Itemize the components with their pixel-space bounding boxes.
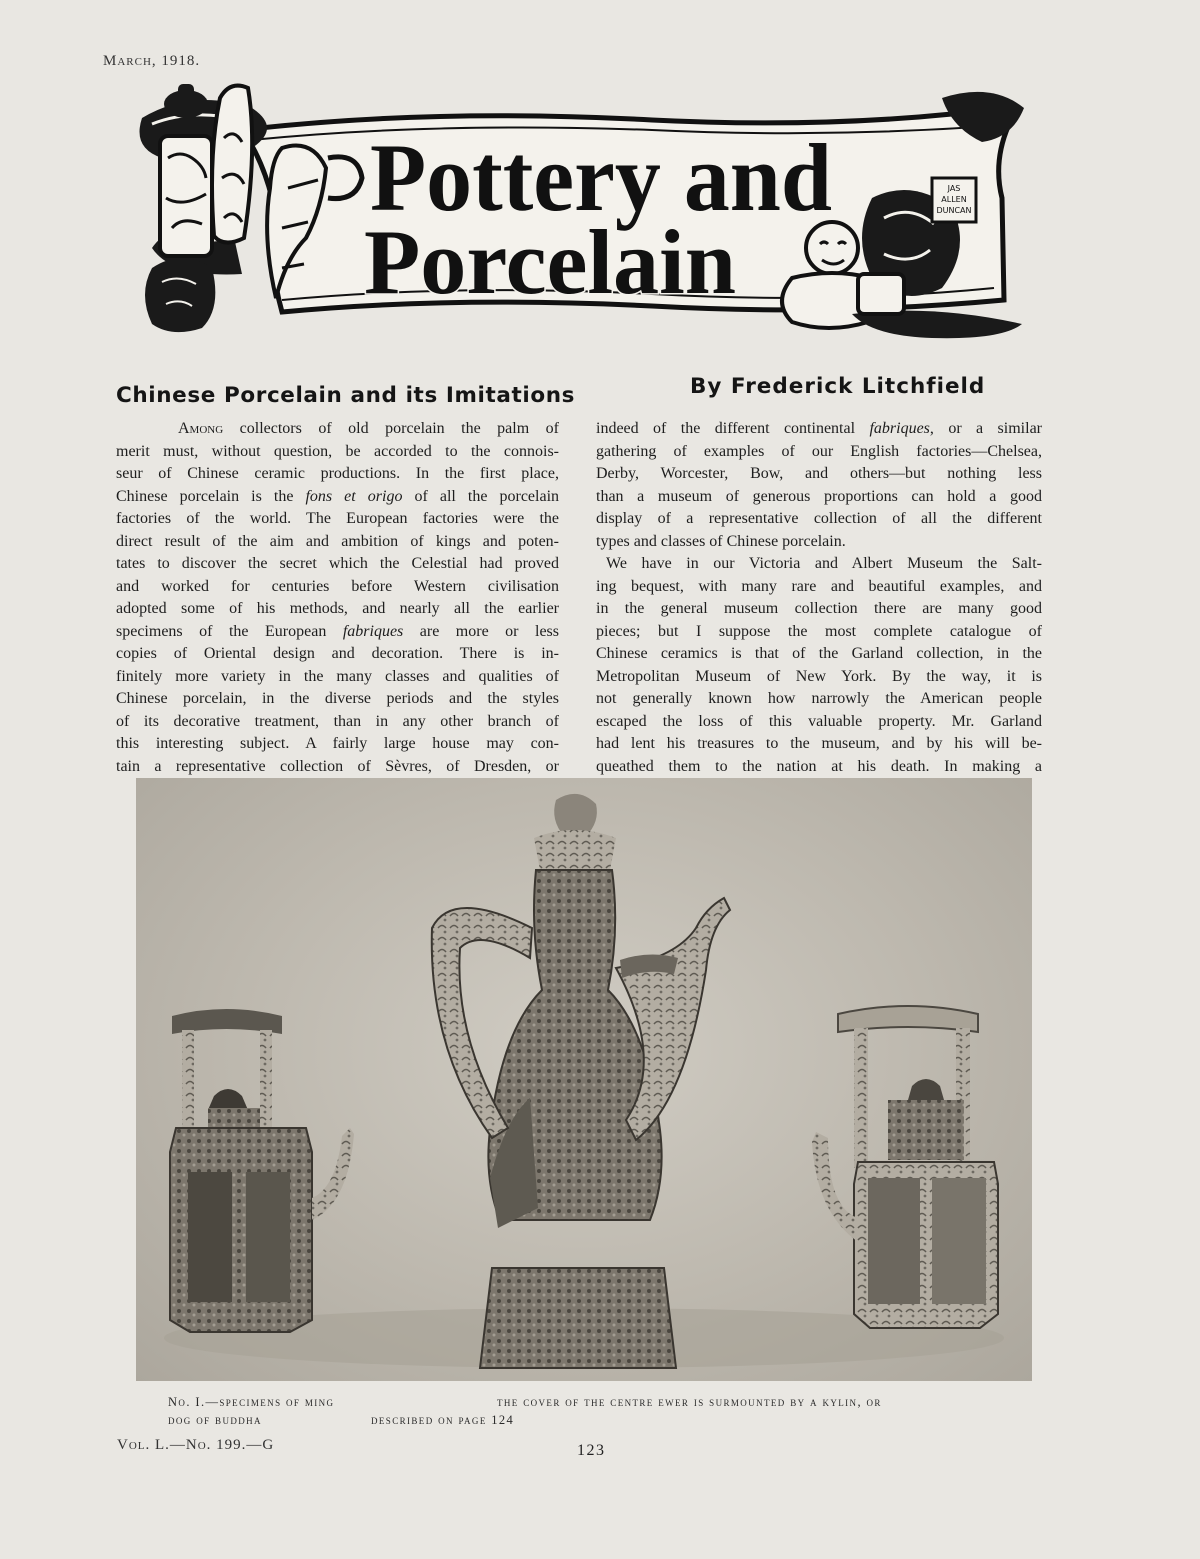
figure-caption-description: the cover of the centre ewer is surmounted by a kylin, or xyxy=(497,1395,882,1409)
masthead-banner xyxy=(132,78,1032,340)
paragraph-line: direct result of the aim and ambition of kings and poten- xyxy=(116,532,559,550)
paragraph-line: pieces; but I suppose the most complete catalogue of xyxy=(596,622,1042,640)
paragraph-line: had lent his treasures to the museum, and by his will be- xyxy=(596,735,1042,752)
paragraph-line: gathering of examples of our English factories—Chelsea, xyxy=(596,442,1042,460)
body-column-right xyxy=(596,418,1042,778)
paragraph-line: merit must, without question, be accorded to the connois- xyxy=(116,442,559,460)
paragraph-line: display of a representative collection of all the different xyxy=(596,510,1042,527)
figure-caption-reference: described on page 124 xyxy=(371,1413,515,1427)
paragraph-line: Derby, Worcester, Bow, and others—but nothing less xyxy=(596,465,1042,482)
figure-caption-number: No. I.—specimens of ming xyxy=(168,1395,335,1409)
left-teapot-image xyxy=(170,1009,354,1332)
paragraph-line: Chinese ceramics is that of the Garland collection, in the xyxy=(596,645,1042,662)
figure-caption-continuation: dog of buddha xyxy=(168,1413,262,1427)
paragraph-line: Metropolitan Museum of New York. By the way, it is xyxy=(596,667,1042,685)
paragraph-line: seur of Chinese ceramic productions. In the first place, xyxy=(116,465,559,482)
right-teapot-image xyxy=(812,1006,998,1328)
volume-number: Vol. L.—No. 199.—G xyxy=(117,1437,275,1453)
paragraph-line: of its decorative treatment, than in any other branch of xyxy=(116,712,559,730)
artist-mark-line3: DUNCAN xyxy=(936,206,972,215)
paragraph-line: Chinese porcelain is the fons et origo of all the porcelain xyxy=(116,487,560,505)
masthead-title-line1: Pottery and xyxy=(370,124,832,231)
paragraph-line: not generally known how narrowly the American people xyxy=(596,690,1042,707)
paragraph-line: specimens of the European fabriques are more or less xyxy=(116,622,560,640)
paragraph-line: We have in our Victoria and Albert Museum the Salt- xyxy=(606,555,1042,572)
article-title: Chinese Porcelain and its Imitations xyxy=(116,383,576,408)
page-number: 123 xyxy=(577,1442,606,1459)
body-column-left xyxy=(116,418,559,778)
paragraph-line: in the general museum collection there are many good xyxy=(596,600,1042,617)
paragraph-line: this interesting subject. A fairly large house may con- xyxy=(116,735,559,752)
paragraph-line: than a museum of generous proportions can hold a good xyxy=(596,487,1042,505)
paragraph-line: Among collectors of old porcelain the palm of xyxy=(178,420,559,437)
paragraph-line: finitely more variety in the many classes and qualities of xyxy=(116,667,559,685)
issue-date: March, 1918. xyxy=(103,53,201,69)
ming-specimens-photograph xyxy=(136,778,1032,1381)
paragraph-line: escaped the loss of this valuable property. Mr. Garland xyxy=(596,712,1042,730)
paragraph-line: and worked for centuries before Western civilisation xyxy=(116,577,559,595)
paragraph-line: indeed of the different continental fabriques, or a similar xyxy=(596,420,1042,437)
centre-ewer-image xyxy=(432,794,730,1368)
paragraph-line: copies of Oriental design and decoration. There is in- xyxy=(116,645,559,662)
byline: By Frederick Litchfield xyxy=(690,374,986,399)
masthead-title-line2: Porcelain xyxy=(364,211,736,313)
artist-mark-line1: JAS xyxy=(947,184,961,193)
paragraph-line: Chinese porcelain, in the diverse periods and the styles xyxy=(116,690,559,707)
paragraph-line: types and classes of Chinese porcelain. xyxy=(596,532,846,550)
paragraph-line: tates to discover the secret which the Celestial had proved xyxy=(116,555,559,572)
masthead-illustration xyxy=(132,78,1032,340)
paragraph-line: factories of the world. The European factories were the xyxy=(116,510,559,527)
artist-mark-line2: ALLEN xyxy=(941,195,967,204)
paragraph-line: ing bequest, with many rare and beautiful examples, and xyxy=(596,577,1042,595)
paragraph-line: queathed them to the nation at his death. In making a xyxy=(596,757,1042,775)
paragraph-line: adopted some of his methods, and nearly all the earlier xyxy=(116,600,559,617)
paragraph-line: tain a representative collection of Sèvres, of Dresden, or xyxy=(116,757,559,775)
